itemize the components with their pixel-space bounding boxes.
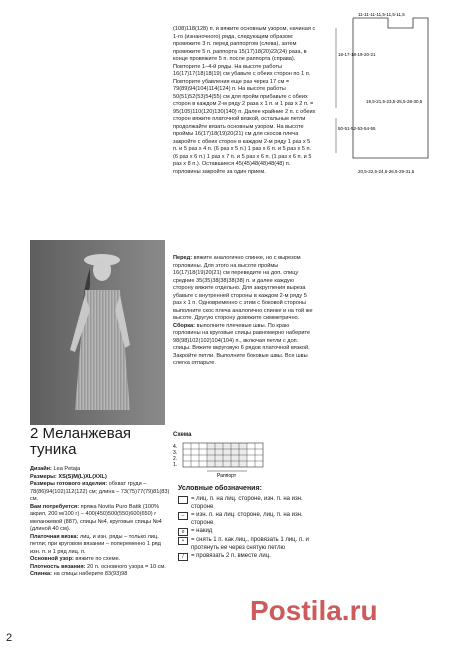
legend-text: = лиц. п. на лиц. стороне, изн. п. на изн. стороне xyxy=(191,496,303,510)
assembly-text: выполните плечевые швы. По краю горловины на круговые спицы равномерно наберите 98(98)102(102)104(104) п., включая петли с доп. спицы. Вяжите вкруговую 6 рядов платочной вязкой. Закройте петли. Выполните боковые швы. Все швы слегка отпарьте. xyxy=(173,322,311,366)
schematic-bottom-label: 20,5-22,5-24,5-26,5-29-31,5 xyxy=(358,169,415,174)
k2tog-icon: / xyxy=(178,553,188,561)
schematic-side-top-label: 16-17-18-19-20-21 xyxy=(338,52,376,57)
pattern-title xyxy=(30,426,131,442)
watermark: Postila.ru xyxy=(250,595,378,626)
sizes-value: XS(S)M(L)XL(XXL) xyxy=(58,473,107,480)
purl-symbol-icon: – xyxy=(178,512,188,520)
materials-label: Вам потребуется: xyxy=(30,503,80,510)
design-label: Дизайн: xyxy=(30,466,52,472)
finished-size-label: Размеры готового изделия: xyxy=(30,481,108,487)
finished-size-value: обхват груди – 78(86)94(102)112(122) см; длина – 73(75)77(79)81(83) см. xyxy=(30,481,170,502)
model-illustration xyxy=(30,240,165,425)
chart-row-1: 1. xyxy=(173,462,178,468)
design-value: Lea Petaja xyxy=(53,466,81,472)
legend-text: = снять 1 п. как лиц., провязать 1 лиц. п. и протянуть ее через снятую петлю xyxy=(191,537,309,551)
yarn-over-icon: o xyxy=(178,528,188,536)
garment-schematic xyxy=(318,8,458,208)
garter-label: Платочная вязка: xyxy=(30,533,79,540)
gauge-line xyxy=(30,564,172,572)
schema-title: Схема xyxy=(173,432,192,438)
model-photo xyxy=(30,240,165,425)
schematic-side-mid-label: 50-51-52-53-54-55 xyxy=(338,126,376,131)
garter-line xyxy=(30,534,172,557)
knit-symbol-icon xyxy=(178,496,188,504)
main-pattern-line xyxy=(30,556,172,564)
chart-row-3: 3. xyxy=(173,450,178,456)
back-start-value: на спицы наберите 83(93)98 xyxy=(53,571,128,577)
schematic-top-label: 11-11-11-11,5-11,5-11,5 xyxy=(358,12,405,17)
gauge-label: Плотность вязания: xyxy=(30,563,86,570)
finished-size-line xyxy=(30,481,172,504)
schematic-armhole-label: 19,5-21,5-23,5-25,5-28-30,5 xyxy=(366,99,423,104)
main-pattern-label: Основной узор: xyxy=(30,556,74,562)
legend-text: = провязать 2 п. вместе лиц. xyxy=(191,553,271,559)
assembly-paragraph xyxy=(173,323,316,368)
pattern-number: 2 xyxy=(30,425,39,442)
assembly-label: Сборка: xyxy=(173,322,196,329)
back-label: Спинка: xyxy=(30,571,53,577)
legend-text: = изн. п. на лиц. стороне, лиц. п. на изн. стороне xyxy=(191,512,303,526)
stitch-chart xyxy=(173,440,273,480)
left-column xyxy=(30,466,172,579)
chart-row-4: 4. xyxy=(173,444,178,450)
pattern-name-line1: Меланжевая xyxy=(42,425,132,442)
front-text: вяжите аналогично спинке, но с вырезом горловины. Для этого на высоте проймы 16(17)18(19)20(21) см переведите на доп. спицу средние 35(35)38(38)38(38) п. и далее каждую сторону вяжите отдельно. Для закругления выреза убавьте с внутренней стороны в каждом 2-м ряду 5 раз x 1 п. Одновременно с этим с боковой стороны выполните скос плеча аналогично спинке и на той же высоте. Другую сторону довяжите симметрично. xyxy=(173,255,313,321)
back-instructions-text: (108)118(128) п. и вяжите основным узором, начиная с 1-го (изнаночного) ряда, следующим образом: провяжите 3 п. перед раппортом (слева), затем провяжите 5 п. раппорта 15(17)18(20)22(24) раза, в конце провяжите 5 п. после раппорта (справа). Повторите 1–4-й ряды. На высоте работы 16(17)17(18)18(19) см убавьте с обеих сторон по 1 п. Повторите убавления еще раз через 17 см = 79(89)94(104)114(124) п. На высоте работы 50(51)52(53)54(55) см для пройм прибавьте с обеих сторон в каждом 2-м ряду 2 раза x 1 п. и 1 раз x 2 п. = 95(105)110(120)130(140) п. Далее крайние 2 п. с обеих сторон вяжите платочной вязкой, остальные петли продолжайте вязать основным узором. На высоте проймы 16(17)18(19)20(21) см для скосов плеча закройте с обеих сторон в каждом 2-м ряду 1 раз x 5 п. и 5 раз x 4 п. (6 раз x 5 п.) 1 раз x 6 п. и 5 раз x 5 п. (6 раз x 6 п.) 1 раз x 7 п. и 5 раз x 6 п. (1 раз x 6 п. и 5 раз x 8 п.). Оставшиеся 45(45)48(48)48(48) п. горловины закройте за один прием. xyxy=(173,26,316,175)
front-label: Перед: xyxy=(173,255,193,261)
sizes-line xyxy=(30,474,172,482)
chart-row-2: 2. xyxy=(173,456,178,462)
page-number: 2 xyxy=(6,632,13,644)
legend-item xyxy=(178,527,318,536)
gauge-value: 20 п. основного узора = 10 см. xyxy=(87,563,166,570)
materials-value: пряжа Novita Puro Batik (100% акрил, 200 м/100 г) – 400(450)500(550)600(650) г меланжевой (887), спицы №4, круговые спицы №4 (длиной 40 см). xyxy=(30,503,162,532)
legend-item xyxy=(178,536,318,552)
main-pattern-value: вяжите по схеме. xyxy=(75,556,121,562)
instructions-back-continued xyxy=(173,26,316,176)
design-line xyxy=(30,466,172,474)
garter-value: лиц. и изн. ряды – только лиц. петли; при круговом вязании – попеременно 1 ряд изн. п. и 1 ряд лиц. п. xyxy=(30,533,161,555)
back-start-line xyxy=(30,571,172,579)
legend-title: Условные обозначения: xyxy=(178,485,262,492)
legend-text: = накид xyxy=(191,528,213,534)
legend xyxy=(178,485,318,561)
legend-item xyxy=(178,552,318,561)
front-paragraph xyxy=(173,255,316,323)
legend-item xyxy=(178,495,318,511)
slip-knit-pass-icon: • xyxy=(178,537,188,545)
sizes-label: Размеры: xyxy=(30,473,57,480)
rapport-label: Раппорт xyxy=(217,473,237,479)
pattern-title-line2: туника xyxy=(30,441,77,458)
instructions-front-assembly xyxy=(173,255,316,368)
materials-line xyxy=(30,504,172,534)
legend-item xyxy=(178,511,318,527)
